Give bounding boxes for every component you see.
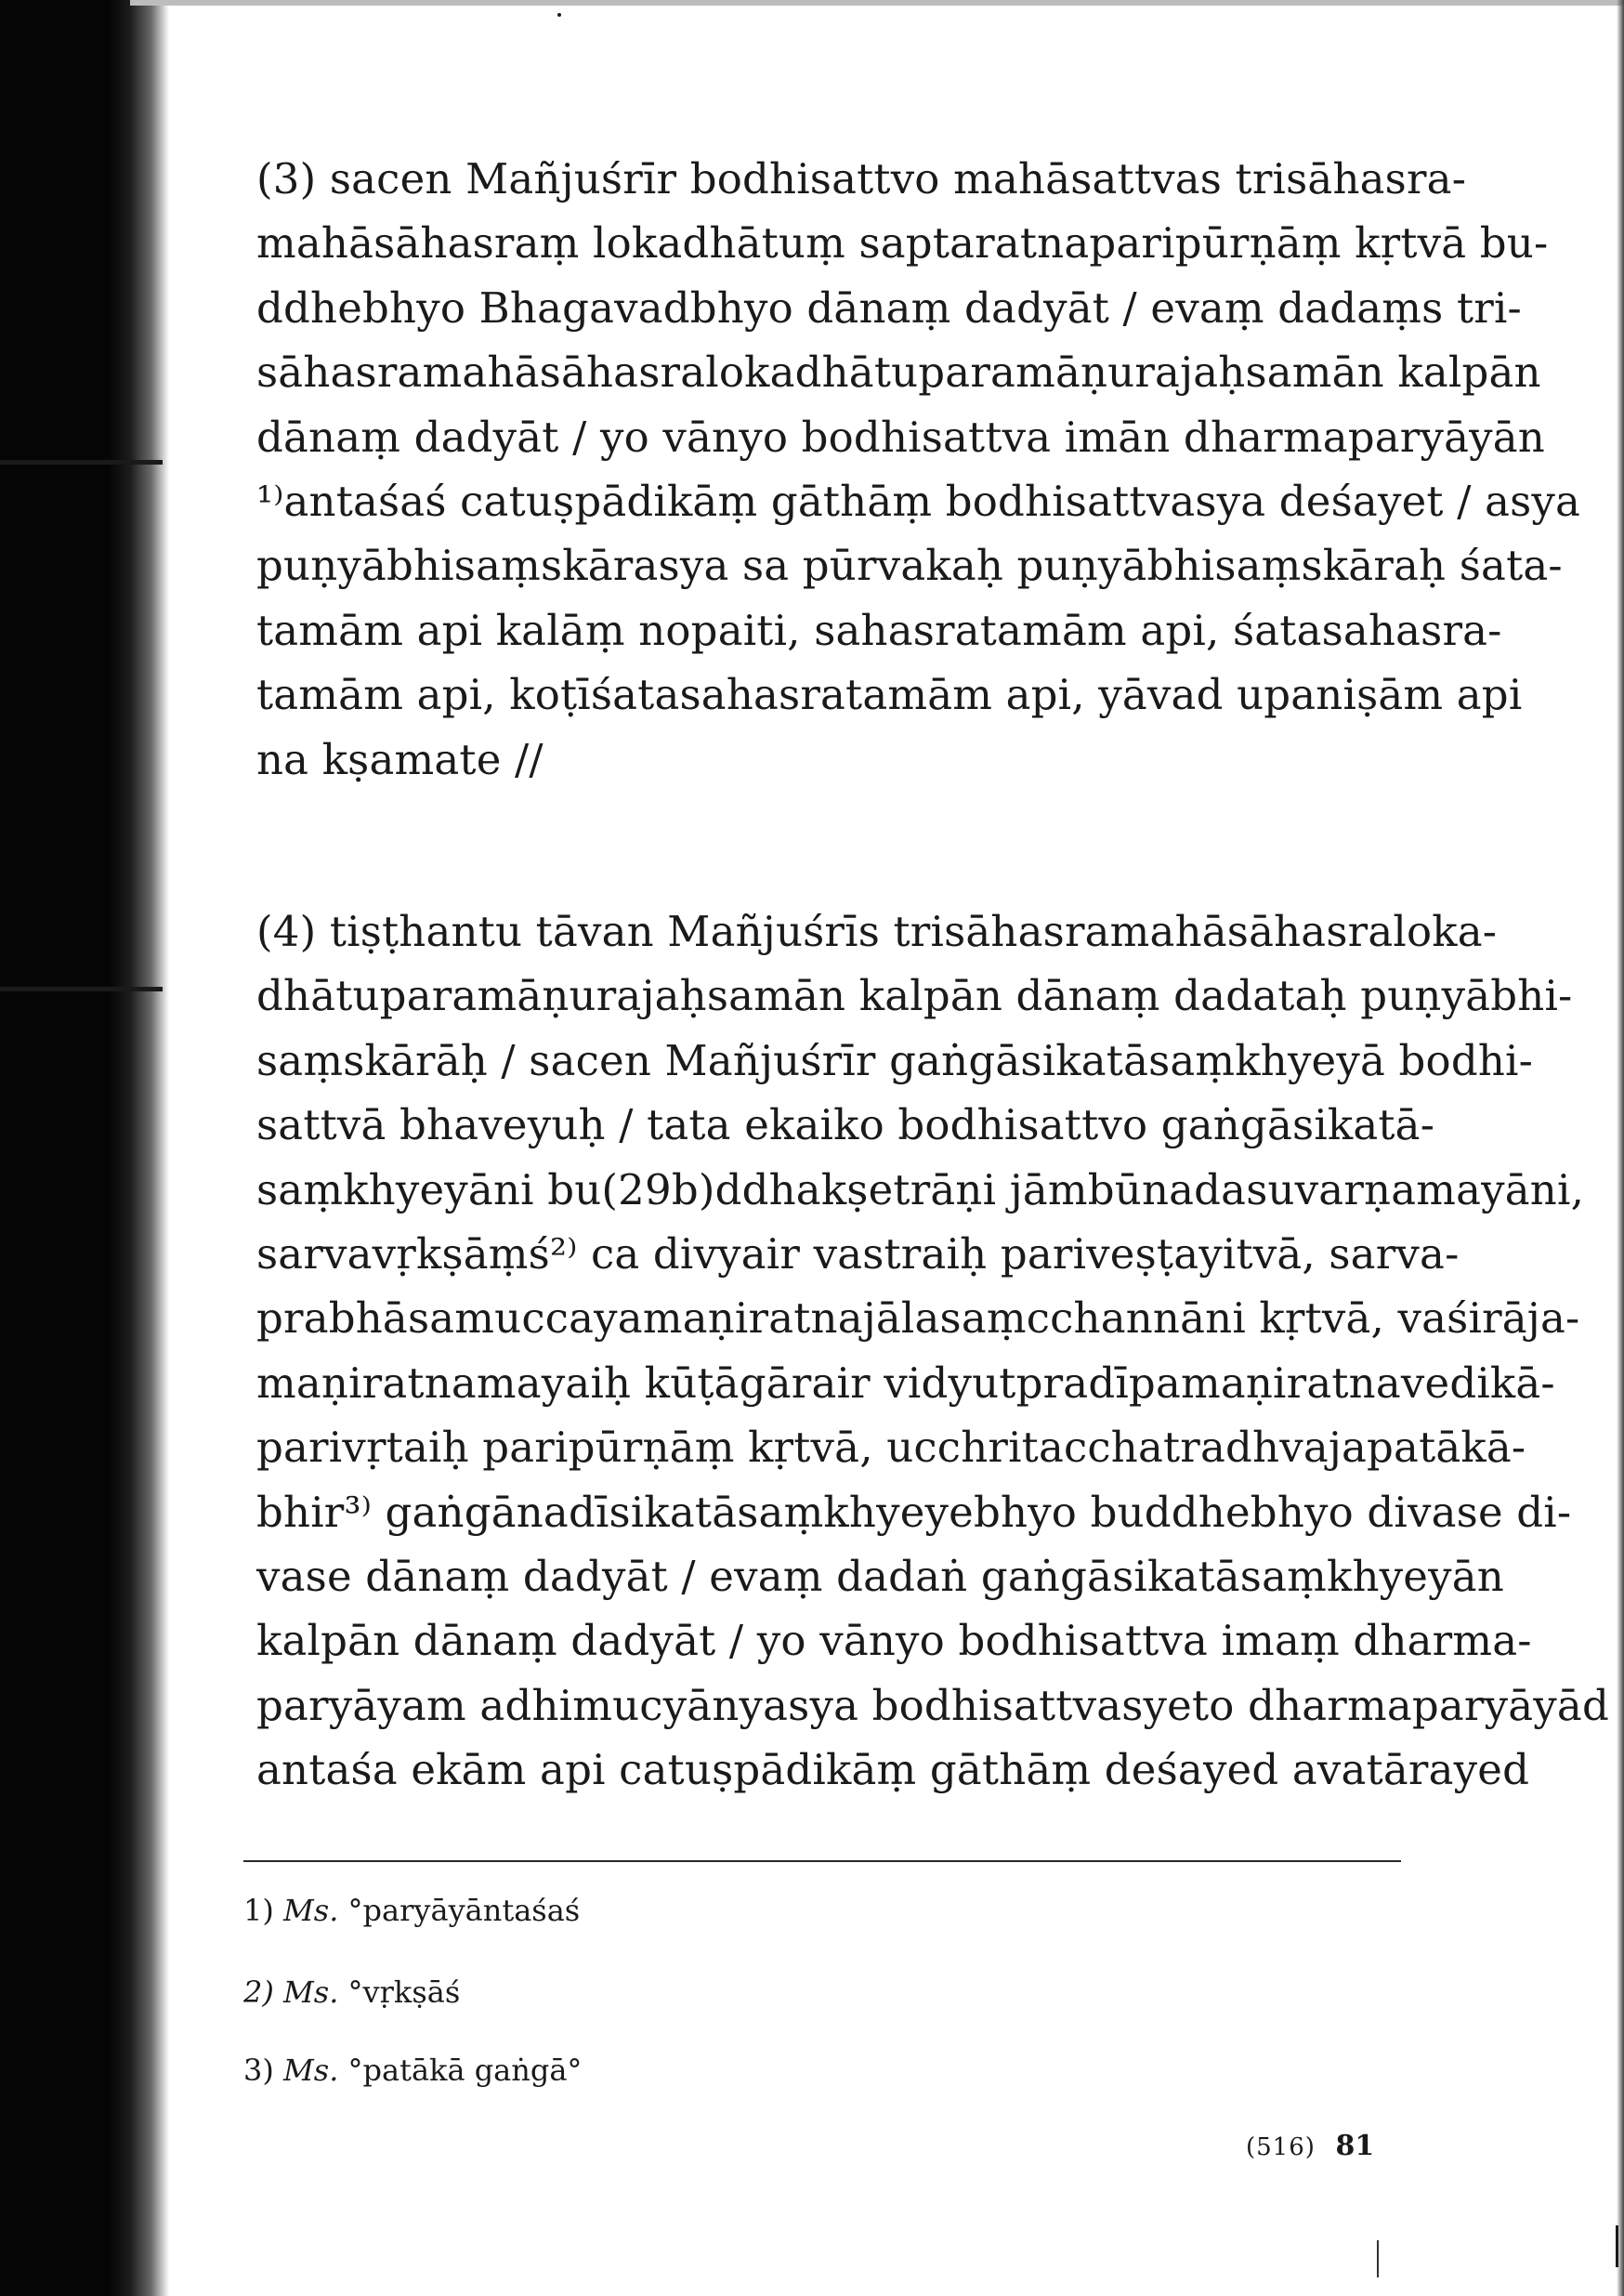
scan-border-right <box>1617 0 1624 2296</box>
text-line: maṇiratnamayaiḥ kūṭāgārair vidyutpradīpamaṇiratnavedikā- <box>256 1358 1555 1408</box>
text-line: saṃskārāḥ / sacen Mañjuśrīr gaṅgāsikatāsaṃkhyeyā bodhi- <box>256 1035 1534 1085</box>
footnote-3 <box>243 2053 582 2088</box>
text-line: paryāyam adhimucyānyasya bodhisattvasyeto dharmaparyāyād <box>256 1680 1609 1730</box>
page-number <box>1246 2130 1374 2162</box>
footnote-2 <box>243 1975 460 2010</box>
text-line: prabhāsamuccayamaṇiratnajālasaṃcchannāni kṛtvā, vaśirāja- <box>256 1293 1580 1344</box>
text-line: dhātuparamāṇurajaḥsamān kalpān dānaṃ dadataḥ puṇyābhi- <box>256 971 1573 1021</box>
text-line: parivṛtaiḥ paripūrṇāṃ kṛtvā, ucchritacchatradhvajapatākā- <box>256 1423 1526 1473</box>
text-line: ¹⁾antaśaś catuṣpādikāṃ gāthāṃ bodhisattvasya deśayet / asya <box>256 477 1581 527</box>
text-line: bhir³⁾ gaṅgānadīsikatāsaṃkhyeyebhyo buddhebhyo divase di- <box>256 1487 1572 1537</box>
section-3-paragraph <box>256 147 1581 792</box>
text-line: (4) tiṣṭhantu tāvan Mañjuśrīs trisāhasramahāsāhasraloka- <box>256 907 1498 956</box>
page-code: (516) <box>1246 2133 1316 2161</box>
scan-dot <box>557 13 561 17</box>
text-line: na kṣamate // <box>256 734 544 784</box>
scan-edge-gradient <box>110 0 169 2296</box>
text-line: vase dānaṃ dadyāt / evaṃ dadaṅ gaṅgāsikatāsaṃkhyeyān <box>256 1552 1504 1602</box>
text-line: tamām api kalāṃ nopaiti, sahasratamām api, śatasahasra- <box>256 605 1502 655</box>
text-line: mahāsāhasraṃ lokadhātuṃ saptaratnaparipūrṇāṃ kṛtvā bu- <box>256 218 1549 269</box>
footnote-ms-label: Ms. <box>283 1975 339 2010</box>
text-line: (3) sacen Mañjuśrīr bodhisattvo mahāsattvas trisāhasra- <box>256 154 1467 203</box>
footnote-divider <box>243 1860 1401 1862</box>
text-line: sāhasramahāsāhasralokadhātuparamāṇurajaḥsamān kalpān <box>256 348 1541 398</box>
section-4-paragraph <box>256 899 1609 1803</box>
scan-mark <box>0 460 163 465</box>
page-number-value: 81 <box>1335 2130 1375 2162</box>
scan-mark <box>0 987 163 991</box>
text-line: dānaṃ dadyāt / yo vānyo bodhisattva imān dharmaparyāyān <box>256 412 1545 462</box>
scan-mark <box>1377 2240 1379 2277</box>
scan-border-top <box>130 0 1624 6</box>
scan-mark <box>1616 2225 1618 2267</box>
footnote-ms-label: Ms. <box>283 2053 339 2088</box>
text-line: tamām api, koṭīśatasahasratamām api, yāvad upaniṣām api <box>256 670 1523 720</box>
text-line: puṇyābhisaṃskārasya sa pūrvakaḥ puṇyābhisaṃskāraḥ śata- <box>256 541 1563 591</box>
footnote-1 <box>243 1893 580 1928</box>
footnote-text: °paryāyāntaśaś <box>347 1893 581 1928</box>
footnote-number: 3) <box>243 2053 274 2088</box>
footnote-ms-label: Ms. <box>283 1893 339 1928</box>
footnote-text: °vṛkṣāś <box>347 1975 461 2010</box>
footnote-text: °patākā gaṅgā° <box>347 2053 583 2088</box>
text-line: kalpān dānaṃ dadyāt / yo vānyo bodhisattva imaṃ dharma- <box>256 1616 1532 1666</box>
text-line: ddhebhyo Bhagavadbhyo dānaṃ dadyāt / evaṃ dadaṃs tri- <box>256 282 1522 333</box>
footnote-number: 1) <box>243 1893 274 1928</box>
text-line: sarvavṛkṣāṃś²⁾ ca divyair vastraiḥ pariveṣṭayitvā, sarva- <box>256 1229 1460 1279</box>
text-line: antaśa ekām api catuṣpādikāṃ gāthāṃ deśayed avatārayed <box>256 1745 1530 1795</box>
text-line: saṃkhyeyāni bu(29b)ddhakṣetrāṇi jāmbūnadasuvarṇamayāni, <box>256 1164 1585 1214</box>
text-line: sattvā bhaveyuḥ / tata ekaiko bodhisattvo gaṅgāsikatā- <box>256 1100 1435 1150</box>
footnote-number: 2) <box>243 1975 274 2010</box>
